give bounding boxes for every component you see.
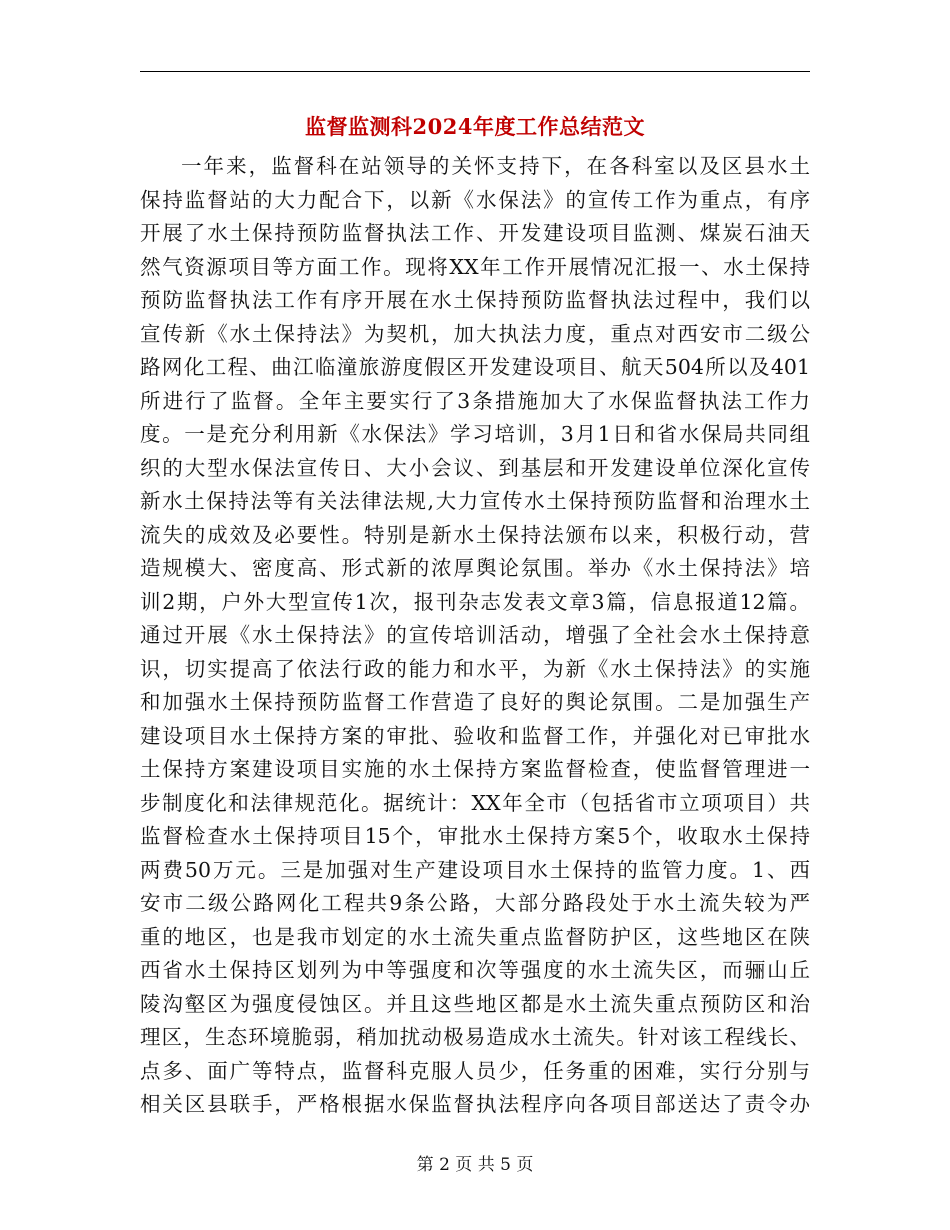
body-line: 然气资源项目等方面工作。现将XX年工作开展情况汇报一、水土保持	[140, 254, 810, 279]
body-line: 造规模大、密度高、形式新的浓厚舆论氛围。举办《水土保持法》培	[140, 556, 810, 580]
body-line: 保持监督站的大力配合下，以新《水保法》的宣传工作为重点，有序	[140, 187, 810, 212]
body-line: 重的地区，也是我市划定的水土流失重点监督防护区，这些地区在陕	[140, 924, 810, 949]
body-line: 流失的成效及必要性。特别是新水土保持法颁布以来，积极行动，营	[140, 522, 810, 547]
body-line: 预防监督执法工作有序开展在水土保持预防监督执法过程中，我们以	[140, 288, 810, 312]
body-line: 识，切实提高了依法行政的能力和水平，为新《水土保持法》的实施	[140, 656, 810, 681]
body-line: 所进行了监督。全年主要实行了3条措施加大了水保监督执法工作力	[140, 388, 810, 413]
page-number: 第 2 页 共 5 页	[416, 1155, 534, 1175]
header-rule	[140, 71, 810, 72]
body-line: 步制度化和法律规范化。据统计：XX年全市（包括省市立项项目）共	[140, 790, 810, 815]
body-line: 路网化工程、曲江临潼旅游度假区开发建设项目、航天504所以及401	[140, 355, 810, 379]
document-title: 监督监测科2024年度工作总结范文	[305, 114, 645, 139]
body-line: 点多、面广等特点，监督科克服人员少，任务重的困难，实行分别与	[140, 1058, 810, 1083]
body-line: 理区，生态环境脆弱，稍加扰动极易造成水土流失。针对该工程线长、	[140, 1025, 810, 1049]
body-line: 西省水土保持区划列为中等强度和次等强度的水土流失区，而骊山丘	[140, 958, 810, 982]
body-line: 一年来，监督科在站领导的关怀支持下，在各科室以及区县水土	[181, 154, 810, 178]
body-line: 新水土保持法等有关法律法规,大力宣传水土保持预防监督和治理水土	[140, 489, 810, 513]
body-line: 和加强水土保持预防监督工作营造了良好的舆论氛围。二是加强生产	[140, 690, 810, 714]
body-line: 训2期，户外大型宣传1次，报刊杂志发表文章3篇，信息报道12篇。	[140, 589, 810, 614]
body-line: 陵沟壑区为强度侵蚀区。并且这些地区都是水土流失重点预防区和治	[140, 991, 810, 1016]
body-line: 相关区县联手，严格根据水保监督执法程序向各项目部送达了责令办	[140, 1092, 810, 1116]
body-line: 安市二级公路网化工程共9条公路，大部分路段处于水土流失较为严	[140, 891, 810, 915]
body-line: 织的大型水保法宣传日、大小会议、到基层和开发建设单位深化宣传	[140, 455, 810, 480]
body-line: 监督检查水土保持项目15个，审批水土保持方案5个，收取水土保持	[140, 824, 810, 848]
body-line: 度。一是充分利用新《水保法》学习培训，3月1日和省水保局共同组	[140, 422, 810, 446]
body-line: 建设项目水土保持方案的审批、验收和监督工作，并强化对已审批水	[140, 723, 810, 748]
body-line: 通过开展《水土保持法》的宣传培训活动，增强了全社会水土保持意	[140, 623, 810, 647]
body-line: 开展了水土保持预防监督执法工作、开发建设项目监测、煤炭石油天	[140, 221, 810, 245]
body-line: 土保持方案建设项目实施的水土保持方案监督检查，使监督管理进一	[140, 757, 810, 781]
body-line: 两费50万元。三是加强对生产建设项目水土保持的监管力度。1、西	[140, 857, 810, 882]
body-text	[140, 150, 810, 1122]
body-line: 宣传新《水土保持法》为契机，加大执法力度，重点对西安市二级公	[140, 321, 810, 346]
